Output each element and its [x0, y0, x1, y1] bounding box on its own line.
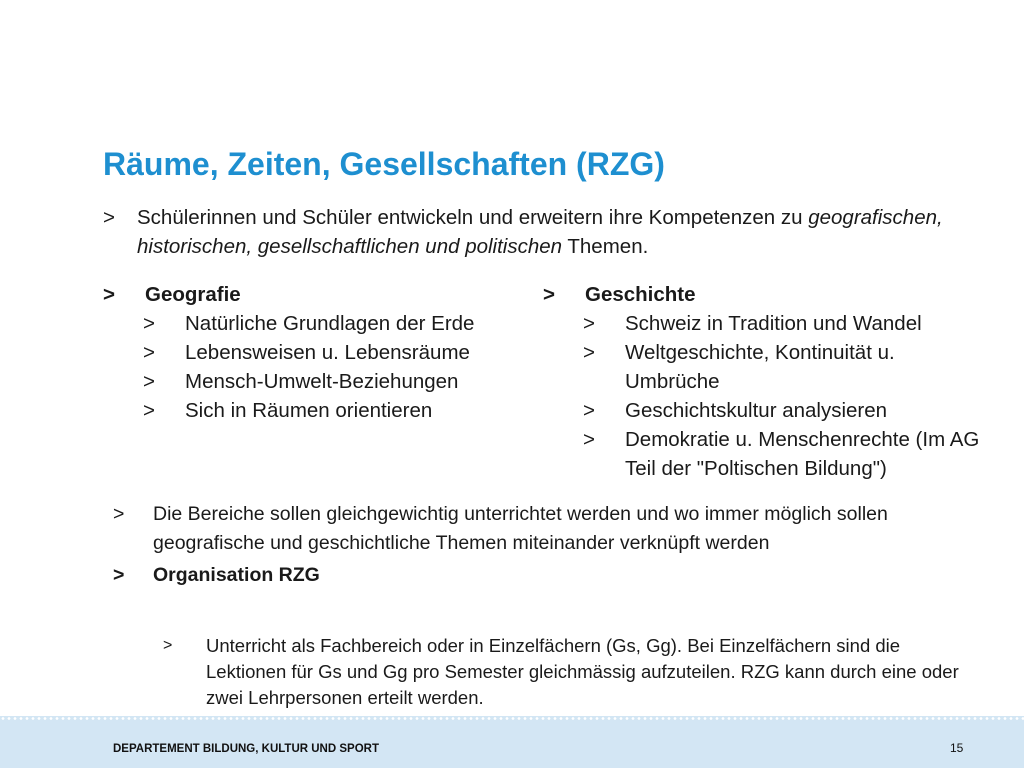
bullet-marker: > [163, 637, 173, 654]
heading-text: Geografie [145, 283, 241, 306]
list-item-text: Demokratie u. Menschenrechte (Im AG Teil der "Poltischen Bildung") [625, 428, 980, 480]
geografie-heading [103, 280, 533, 309]
list-item [543, 425, 1013, 483]
statement-text: Die Bereiche sollen gleichgewichtig unterrichtet werden und wo immer möglich sollen geografische und geschichtliche Themen miteinander verknüpft werden [153, 503, 888, 554]
list-item-text: Mensch-Umwelt-Beziehungen [185, 370, 459, 393]
heading-text: Geschichte [585, 283, 696, 306]
heading-text: Organisation RZG [153, 564, 320, 586]
list-item [103, 338, 533, 367]
geschichte-heading [543, 280, 1013, 309]
list-item [103, 396, 533, 425]
bullet-marker: > [543, 283, 555, 306]
geografie-column [103, 280, 533, 425]
bullet-marker: > [143, 399, 155, 422]
intro-text-end: Themen. [562, 235, 649, 258]
list-item [543, 396, 1013, 425]
bullet-marker: > [113, 564, 125, 586]
bullet-marker: > [103, 283, 115, 306]
intro-text-italic: geografischen, historischen, gesellschaftlichen und politischen [137, 206, 943, 258]
intro-text [137, 203, 983, 261]
intro-bullet [103, 203, 983, 261]
footer-department: DEPARTEMENT BILDUNG, KULTUR UND SPORT [113, 743, 379, 755]
list-item-text: Lebensweisen u. Lebensräume [185, 341, 470, 364]
statement-bullet [113, 500, 913, 558]
geschichte-column [543, 280, 1013, 483]
organisation-text: Unterricht als Fachbereich oder in Einzelfächern (Gs, Gg). Bei Einzelfächern sind die Lektionen für Gs und Gg pro Semester gleichmässig aufzuteilen. RZG kann durch eine oder zwei Lehrpersonen erteilt werden. [206, 635, 959, 708]
organisation-bullet [163, 633, 983, 711]
list-item-text: Schweiz in Tradition und Wandel [625, 312, 922, 335]
page-number: 15 [950, 741, 964, 755]
list-item [103, 367, 533, 396]
bullet-marker: > [583, 341, 595, 364]
bullet-marker: > [583, 399, 595, 422]
list-item [543, 338, 915, 396]
bullet-marker: > [143, 312, 155, 335]
bullet-marker: > [583, 428, 595, 451]
organisation-heading [113, 561, 913, 590]
bullet-marker: > [103, 206, 115, 229]
intro-text-part: Schülerinnen und Schüler entwickeln und erweitern ihre Kompetenzen zu [137, 206, 809, 229]
list-item-text: Sich in Räumen orientieren [185, 399, 433, 422]
bullet-marker: > [143, 341, 155, 364]
list-item-text: Natürliche Grundlagen der Erde [185, 312, 475, 335]
list-item-text: Weltgeschichte, Kontinuität u. Umbrüche [625, 341, 895, 393]
list-item [543, 309, 1013, 338]
list-item-text: Geschichtskultur analysieren [625, 399, 888, 422]
list-item [103, 309, 533, 338]
bullet-marker: > [113, 503, 125, 525]
bullet-marker: > [143, 370, 155, 393]
slide-title: Räume, Zeiten, Gesellschaften (RZG) [103, 146, 665, 182]
footer-band [0, 716, 1024, 768]
bullet-marker: > [583, 312, 595, 335]
bottom-section [113, 500, 913, 590]
